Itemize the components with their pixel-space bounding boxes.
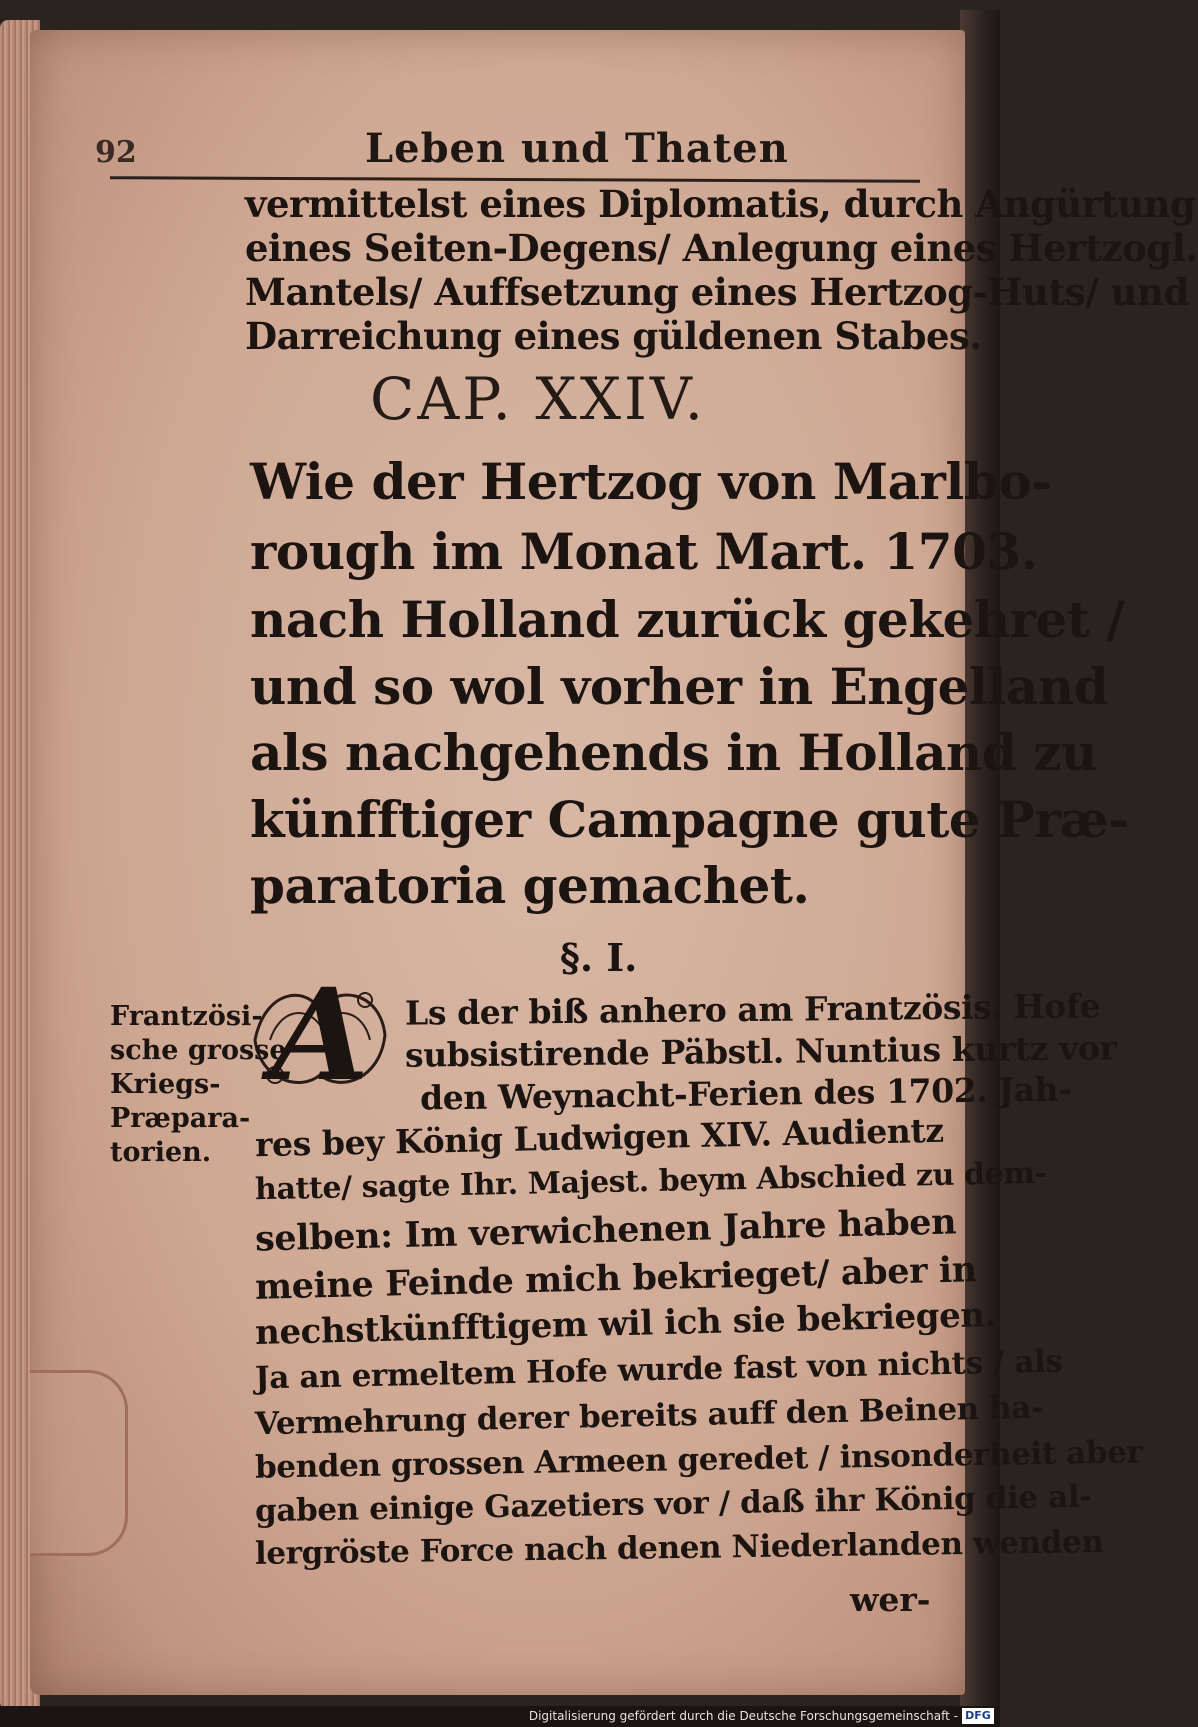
footer-credit: Digitalisierung gefördert durch die Deutsche Forschungsgemeinschaft - (528, 1709, 958, 1723)
chapter-title-line: und so wol vorher in Engelland (250, 657, 1109, 716)
chapter-label: CAP. XXIV. (370, 365, 707, 433)
body-line: benden grossen Armeen geredet / insonderheit aber (254, 1434, 1143, 1486)
body-line: Vermehrung derer bereits auff den Beinen ha- (254, 1389, 1044, 1443)
chapter-title-line: rough im Monat Mart. 1703. (250, 522, 1038, 581)
margin-note (110, 1000, 287, 1170)
chapter-title-line: Wie der Hertzog von Marlbo- (250, 452, 1052, 511)
body-line: meine Feinde mich bekrieget/ aber in (254, 1249, 978, 1308)
margin-note-line: sche grosse (110, 1035, 287, 1066)
body-line: Ja an ermeltem Hofe wurde fast von nichts / als (254, 1343, 1063, 1397)
drop-cap: A (271, 961, 369, 1109)
chapter-title-line: als nachgehends in Holland zu (250, 723, 1097, 782)
intro-line: eines Seiten-Degens/ Anlegung eines Hertzogl. (245, 226, 1198, 270)
dfg-logo: DFG (962, 1708, 994, 1724)
body-line: selben: Im verwichenen Jahre haben (254, 1201, 957, 1260)
body-line: lergröste Force nach denen Niederlanden wenden (254, 1524, 1104, 1572)
digitization-footer (0, 1706, 1000, 1727)
chapter-title-line: künfftiger Campagne gute Præ- (250, 790, 1129, 849)
chapter-title-line: paratoria gemachet. (250, 856, 810, 915)
intro-line: Darreichung eines güldenen Stabes. (245, 314, 982, 358)
body-line: hatte/ sagte Ihr. Majest. beym Abschied zu dem- (254, 1155, 1047, 1208)
running-title: Leben und Thaten (365, 125, 789, 172)
intro-line: Mantels/ Auffsetzung eines Hertzog-Huts/ und (245, 270, 1189, 314)
body-line: Ls der biß anhero am Frantzösis. Hofe (404, 986, 1101, 1033)
margin-note-line: Kriegs- (110, 1069, 221, 1100)
body-line: gaben einige Gazetiers vor / daß ihr König die al- (254, 1478, 1092, 1530)
margin-note-line: Præpara- (110, 1103, 251, 1134)
intro-line: vermittelst eines Diplomatis, durch Angürtung (245, 182, 1196, 226)
body-line: den Weynacht-Ferien des 1702. Jah- (419, 1069, 1072, 1118)
margin-note-line: Frantzösi- (110, 1001, 263, 1032)
catchword: wer- (850, 1580, 931, 1619)
page-clip (30, 1370, 128, 1556)
section-label: §. I. (560, 935, 638, 980)
body-line: nechstkünfftigem wil ich sie bekriegen. (254, 1294, 997, 1354)
margin-note-line: torien. (110, 1137, 212, 1168)
body-line: subsistirende Päbstl. Nuntius kurtz vor (404, 1028, 1117, 1075)
running-header (95, 115, 940, 170)
page-number: 92 (95, 135, 137, 170)
body-line: res bey König Ludwigen XIV. Audientz (254, 1110, 944, 1165)
chapter-title-line: nach Holland zurück gekehret / (250, 590, 1125, 649)
